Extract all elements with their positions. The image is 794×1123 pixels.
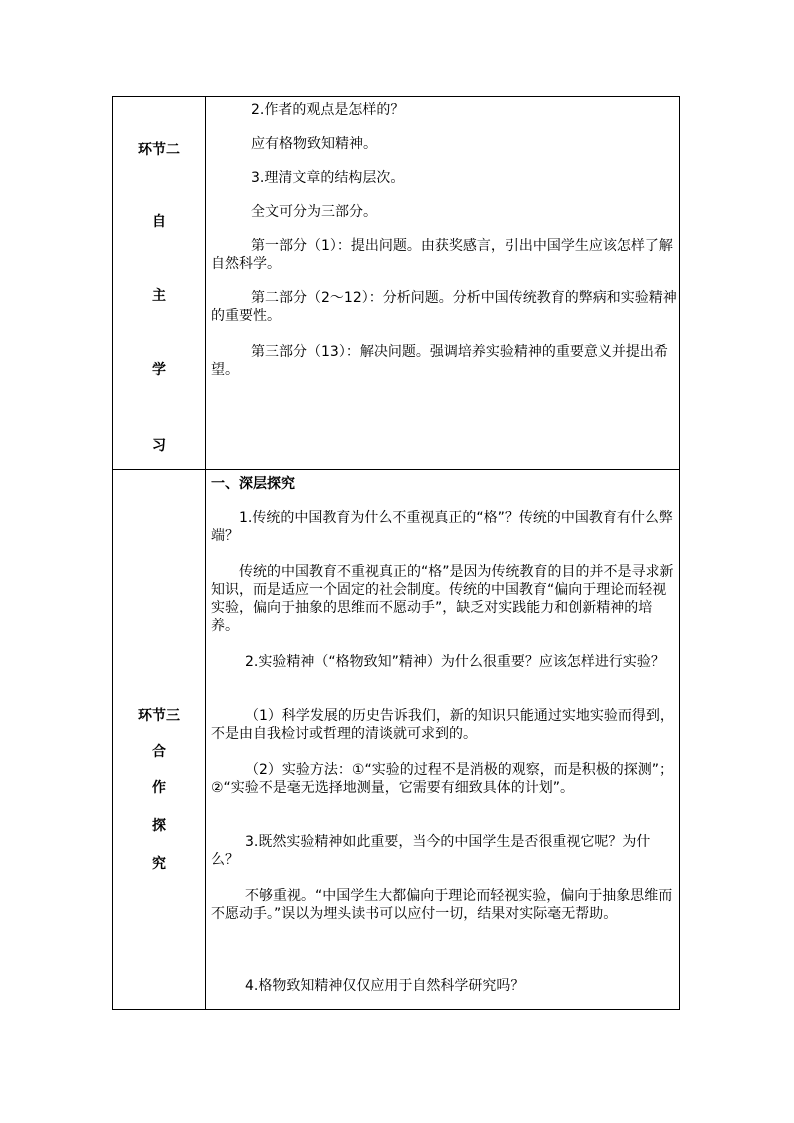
section2-char-3: 学 (152, 362, 166, 378)
lesson-table (112, 96, 680, 1010)
section2-char-2: 主 (152, 288, 166, 304)
section3-paragraph: 4.格物致知精神仅仅应用于自然科学研究吗？ (245, 978, 525, 994)
section3-char-4: 究 (152, 856, 166, 872)
section2-paragraph: 第一部分（1）：提出问题。由获奖感言，引出中国学生应该怎样了解自然科学。 (211, 238, 673, 272)
section2-char-1: 自 (152, 214, 166, 230)
section3-paragraph: 1.传统的中国教育为什么不重视真正的“格”？传统的中国教育有什么弊端？ (211, 510, 673, 544)
section3-char-1: 合 (152, 744, 166, 760)
section3-paragraph: 2.实验精神（“格物致知”精神）为什么很重要？应该怎样进行实验？ (245, 654, 665, 670)
section2-paragraph: 应有格物致知精神。 (251, 136, 377, 152)
section3-paragraph: 传统的中国教育不重视真正的“格”是因为传统教育的目的并不是寻求新知识，而是适应一个固定的社会制度。传统的中国教育“偏向于理论而轻视实验，偏向于抽象的思维而不愿动手”，缺乏对实践能力和创新精神的培养。 (211, 564, 674, 634)
column-divider (205, 97, 206, 1009)
section3-paragraph: （1）科学发展的历史告诉我们，新的知识只能通过实地实验而得到，不是由自我检讨或哲理的清谈就可求到的。 (211, 708, 674, 742)
section2-label: 环节二 (138, 142, 180, 158)
row-divider (113, 469, 679, 470)
section2-paragraph: 第三部分（13）：解决问题。强调培养实验精神的重要意义并提出希望。 (211, 344, 668, 378)
section2-paragraph: 2.作者的观点是怎样的？ (251, 102, 405, 118)
section3-char-2: 作 (152, 780, 166, 796)
section3-heading: 一、深层探究 (211, 476, 295, 492)
section3-paragraph: 不够重视。“中国学生大都偏向于理论而轻视实验，偏向于抽象思维而不愿动手。”误以为埋头读书可以应付一切，结果对实际毫无帮助。 (211, 888, 673, 922)
section3-label: 环节三 (138, 708, 180, 724)
section3-paragraph: 3.既然实验精神如此重要，当今的中国学生是否很重视它呢？为什么？ (211, 834, 651, 868)
section2-paragraph: 第二部分（2～12）：分析问题。分析中国传统教育的弊病和实验精神的重要性。 (211, 290, 677, 324)
section3-char-3: 探 (152, 818, 166, 834)
section2-char-4: 习 (152, 438, 166, 454)
section3-paragraph: （2）实验方法：①“实验的过程不是消极的观察，而是积极的探测”；②“实验不是毫无选择地测量，它需要有细致具体的计划”。 (211, 762, 673, 796)
section2-paragraph: 全文可分为三部分。 (251, 204, 377, 220)
section2-paragraph: 3.理清文章的结构层次。 (251, 170, 405, 186)
